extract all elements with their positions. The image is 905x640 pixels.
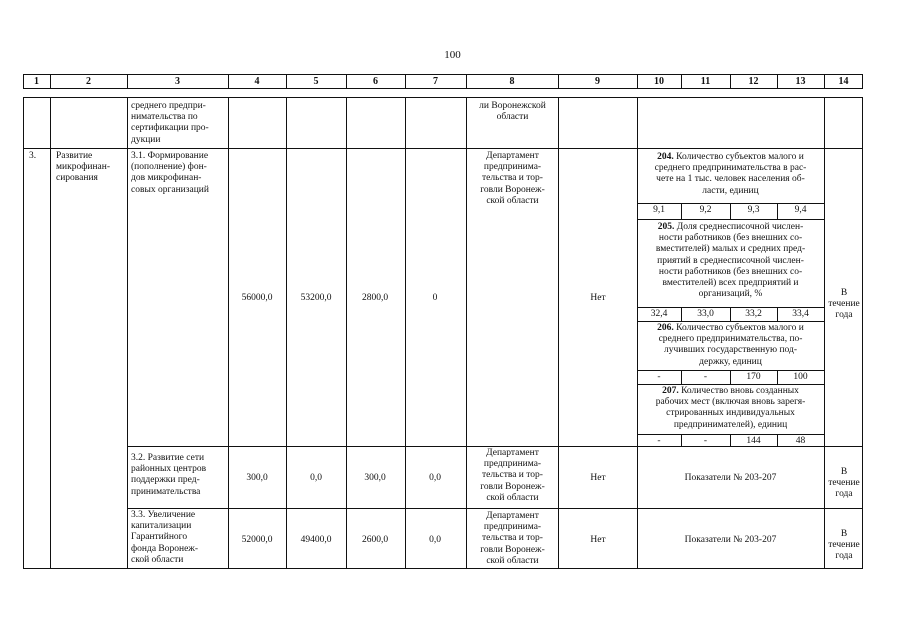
header-divider xyxy=(777,74,778,89)
row-3-2-col9: Нет xyxy=(590,473,606,483)
row-3-3-col7: 0,0 xyxy=(429,535,441,545)
indicator-207-value-3: 144 xyxy=(746,436,761,446)
row-3-3-col4: 52000,0 xyxy=(241,535,273,545)
header-divider xyxy=(824,74,825,89)
indicator-204-value-2: 9,2 xyxy=(699,205,712,215)
column-number-14: 14 xyxy=(838,76,849,87)
grid-hline xyxy=(637,321,824,322)
row-3-2-col4: 300,0 xyxy=(246,473,268,483)
header-divider xyxy=(50,74,51,89)
header-divider xyxy=(466,74,467,89)
continued-row-event: среднего предпри- нимательства по сертификации про- дукции xyxy=(131,101,209,145)
grid-vline xyxy=(558,97,559,569)
column-number-10: 10 xyxy=(654,76,664,87)
indicator-207-value-1: - xyxy=(657,436,661,446)
column-number-6: 6 xyxy=(373,76,378,87)
row-3-2-executor: Департамент предпринима- тельства и тор- говли Воронеж- ской области xyxy=(480,448,545,503)
grid-vline xyxy=(405,97,406,569)
grid-hline xyxy=(23,148,863,149)
grid-vline xyxy=(127,97,128,569)
indicator-206-value-4: 100 xyxy=(793,372,808,382)
grid-vline xyxy=(346,97,347,569)
grid-hline xyxy=(127,508,863,509)
row-3-3-executor: Департамент предпринима- тельства и тор- говли Воронеж- ской области xyxy=(480,511,545,566)
column-number-8: 8 xyxy=(509,76,515,87)
indicator-204-text: 204. Количество субъектов малого и среднего предпринимательства в рас- чете на 1 тыс. человек населения об- ласти, единиц xyxy=(654,152,807,196)
row-3-2-col5: 0,0 xyxy=(310,473,322,483)
indicator-204-value-1: 9,1 xyxy=(653,205,665,215)
grid-vline xyxy=(466,97,467,569)
indicator-205-value-4: 33,4 xyxy=(792,309,809,319)
row-3-1-event: 3.1. Формирование (пополнение) фон- дов микрофинан- совых организаций xyxy=(131,151,209,195)
row-3-3-indicators: Показатели № 203-207 xyxy=(684,535,777,545)
column-number-2: 2 xyxy=(86,76,91,87)
column-number-9: 9 xyxy=(595,76,600,87)
column-number-13: 13 xyxy=(795,76,806,87)
header-divider xyxy=(286,74,287,89)
grid-vline xyxy=(50,97,51,569)
row-3-1-col5: 53200,0 xyxy=(300,293,332,303)
indicator-204-value-3: 9,3 xyxy=(747,205,760,215)
column-number-1: 1 xyxy=(34,76,39,87)
header-divider xyxy=(558,74,559,89)
header-divider xyxy=(346,74,347,89)
row-3-2-col7: 0,0 xyxy=(429,473,441,483)
row-3-1-executor: Департамент предпринима- тельства и тор- говли Воронеж- ской области xyxy=(480,151,545,206)
grid-hline xyxy=(637,384,824,385)
row-3-1-col7: 0 xyxy=(432,293,438,303)
indicator-204-value-4: 9,4 xyxy=(794,205,807,215)
continued-row-executor: ли Воронежской области xyxy=(479,101,546,123)
column-number-7: 7 xyxy=(433,76,438,87)
row-3-2-term: В течение года xyxy=(828,467,860,500)
column-number-11: 11 xyxy=(700,76,711,87)
header-divider xyxy=(405,74,406,89)
indicator-207-value-2: - xyxy=(703,436,708,446)
grid-vline xyxy=(228,97,229,569)
row-3-1-col9: Нет xyxy=(590,293,606,303)
header-divider xyxy=(228,74,229,89)
column-number-4: 4 xyxy=(254,76,260,87)
row-3-2-event: 3.2. Развитие сети районных центров поддержки пред- принимательства xyxy=(131,453,207,497)
header-divider xyxy=(730,74,731,89)
header-divider xyxy=(681,74,682,89)
indicator-206-value-3: 170 xyxy=(746,372,761,382)
row-3-1-col4: 56000,0 xyxy=(241,293,273,303)
indicator-205-value-1: 32,4 xyxy=(650,309,668,319)
indicator-205-value-3: 33,2 xyxy=(745,309,762,319)
grid-hline xyxy=(637,219,824,220)
row-3-2-col6: 300,0 xyxy=(364,473,386,483)
row-3-1-term: В течение года xyxy=(828,288,860,321)
indicator-205-value-2: 33,0 xyxy=(697,309,714,319)
grid-vline xyxy=(286,97,287,569)
indicator-206-text: 206. Количество субъектов малого и среднего предпринимательства, по- лучивших государственную под- держку, единиц xyxy=(657,323,804,367)
row-3-3-col6: 2600,0 xyxy=(361,535,389,545)
indicator-206-value-1: - xyxy=(657,372,661,382)
section-number: 3. xyxy=(29,151,37,161)
column-number-3: 3 xyxy=(175,76,180,87)
row-3-1-col6: 2800,0 xyxy=(361,293,389,303)
indicator-206-value-2: - xyxy=(703,372,708,382)
indicator-207-text: 207. Количество вновь созданных рабочих мест (включая вновь зарегя- стрированных индивидуальных предпринимателей), единиц xyxy=(655,386,806,430)
row-3-3-event: 3.3. Увеличение капитализации Гарантийного фонда Воронеж- ской области xyxy=(131,510,199,565)
row-3-2-indicators: Показатели № 203-207 xyxy=(684,473,777,483)
indicator-205-text: 205. Доля среднесписочной числен- ности работников (без внешних со- вместителей) малых и средних пред- приятий в среднесписочной числен- ности работников (без внешних со- вместителей) всех предприятий и организаций, % xyxy=(655,222,806,300)
page-number: 100 xyxy=(444,49,461,61)
row-3-3-col9: Нет xyxy=(590,535,606,545)
column-number-5: 5 xyxy=(313,76,319,87)
section-title: Развитие микрофинан- сирования xyxy=(56,151,110,184)
header-divider xyxy=(127,74,128,89)
row-3-3-col5: 49400,0 xyxy=(300,535,332,545)
header-divider xyxy=(637,74,638,89)
column-number-12: 12 xyxy=(748,76,759,87)
row-3-3-term: В течение года xyxy=(828,529,860,562)
indicator-207-value-4: 48 xyxy=(795,436,806,446)
